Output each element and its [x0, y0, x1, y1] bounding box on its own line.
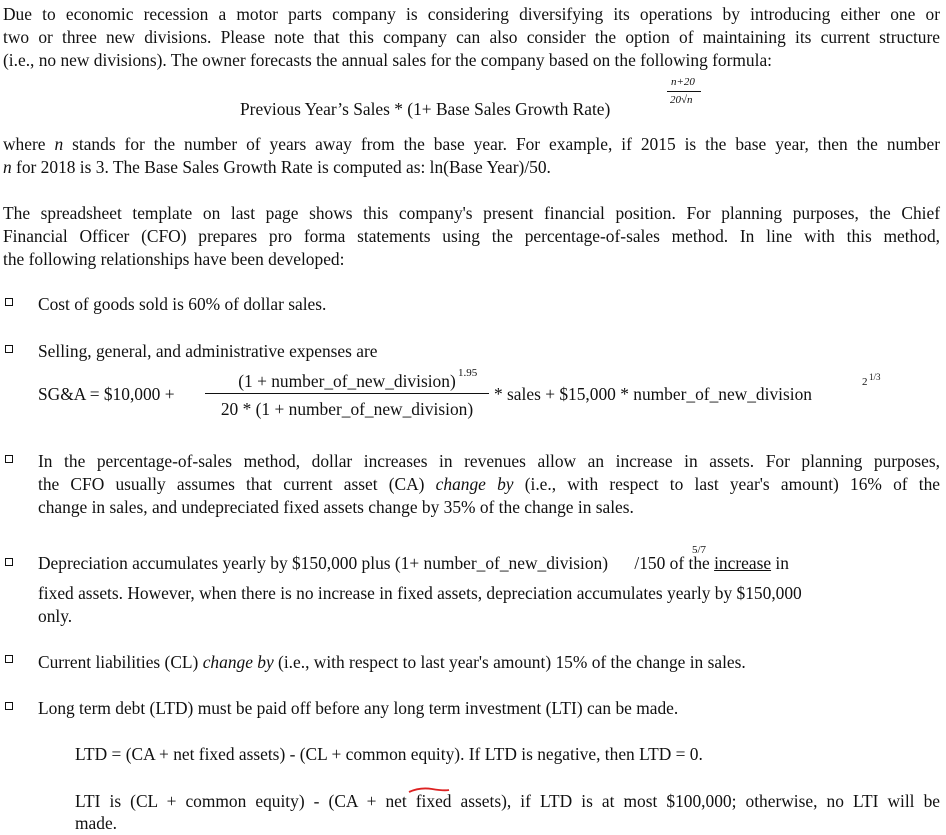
- bullet-depreciation-line-1: Depreciation accumulates yearly by $150,000 plus (1+ number_of_new_division) /150 of the increase in: [38, 553, 789, 573]
- bullet-sga-intro: Selling, general, and administrative expenses are: [38, 341, 378, 361]
- bullet-long-term-debt: Long term debt (LTD) must be paid off before any long term investment (LTI) can be made.: [38, 698, 679, 718]
- bullet-current-liabilities: Current liabilities (CL) change by (i.e., with respect to last year's amount) 15% of the change in sales.: [38, 652, 746, 672]
- depreciation-exponent: 5/7: [692, 544, 707, 556]
- checkbox-bullet-icon: [5, 558, 13, 566]
- sales-formula-exponent-denominator: 20√n: [670, 94, 693, 106]
- sga-formula-lhs: SG&A = $10,000 +: [38, 384, 175, 404]
- ltd-rule: LTD = (CA + net fixed assets) - (CL + common equity). If LTD is negative, then LTD = 0.: [75, 744, 703, 764]
- lti-rule-line-1: LTI is (CL + common equity) - (CA + net fixed assets), if LTD is at most $100,000; otherwise, no LTI will be: [75, 791, 940, 811]
- checkbox-bullet-icon: [5, 702, 13, 710]
- bullet-depreciation-line-2: fixed assets. However, when there is no increase in fixed assets, depreciation accumulates yearly by $150,000: [38, 583, 802, 603]
- sales-formula: Previous Year’s Sales * (1+ Base Sales Growth Rate): [240, 99, 611, 119]
- spellcheck-squiggle-icon: [408, 786, 450, 794]
- checkbox-bullet-icon: [5, 455, 13, 463]
- sga-formula-denominator: 20 * (1 + number_of_new_division): [220, 399, 474, 419]
- checkbox-bullet-icon: [5, 655, 13, 663]
- sga-formula-numerator: (1 + number_of_new_division): [238, 371, 456, 391]
- sga-rest-exponent: 2: [862, 376, 868, 388]
- sales-formula-exponent-bar: [667, 91, 701, 92]
- checkbox-bullet-icon: [5, 298, 13, 306]
- checkbox-bullet-icon: [5, 345, 13, 353]
- bullet-pos-line-1: In the percentage-of-sales method, dollar increases in revenues allow an increase in assets. For planning purposes,: [38, 451, 940, 471]
- template-line-2: Financial Officer (CFO) prepares pro forma statements using the percentage-of-sales method. In line with this method,: [3, 226, 940, 246]
- sga-formula-rest: * sales + $15,000 * number_of_new_division: [494, 384, 812, 404]
- sga-fraction-bar: [205, 393, 489, 394]
- bullet-pos-line-2: the CFO usually assumes that current asset (CA) change by (i.e., with respect to last year's amount) 16% of the: [38, 474, 941, 494]
- lti-rule-line-2: made.: [75, 813, 118, 833]
- sga-numerator-exponent: 1.95: [458, 367, 478, 379]
- template-line-1: The spreadsheet template on last page shows this company's present financial position. For planning purposes, the Chief: [3, 203, 940, 223]
- intro-line-3: (i.e., no new divisions). The owner forecasts the annual sales for the company based on the following formula:: [3, 50, 773, 70]
- where-line-1: where n stands for the number of years away from the base year. For example, if 2015 is the base year, then the number: [3, 134, 940, 154]
- bullet-depreciation-line-3: only.: [38, 606, 73, 626]
- intro-line-1: Due to economic recession a motor parts company is considering diversifying its operations by introducing either one or: [3, 4, 940, 24]
- bullet-pos-line-3: change in sales, and undepreciated fixed assets change by 35% of the change in sales.: [38, 497, 634, 517]
- sales-formula-exponent-numerator: n+20: [671, 76, 695, 88]
- intro-line-2: two or three new divisions. Please note that this company can also consider the option of maintaining its current structure: [3, 27, 940, 47]
- where-line-2: n for 2018 is 3. The Base Sales Growth Rate is computed as: ln(Base Year)/50.: [3, 157, 551, 177]
- bullet-cogs: Cost of goods sold is 60% of dollar sales.: [38, 294, 327, 314]
- template-line-3: the following relationships have been developed:: [3, 249, 345, 269]
- sga-rest-exponent-power: 1/3: [869, 372, 881, 382]
